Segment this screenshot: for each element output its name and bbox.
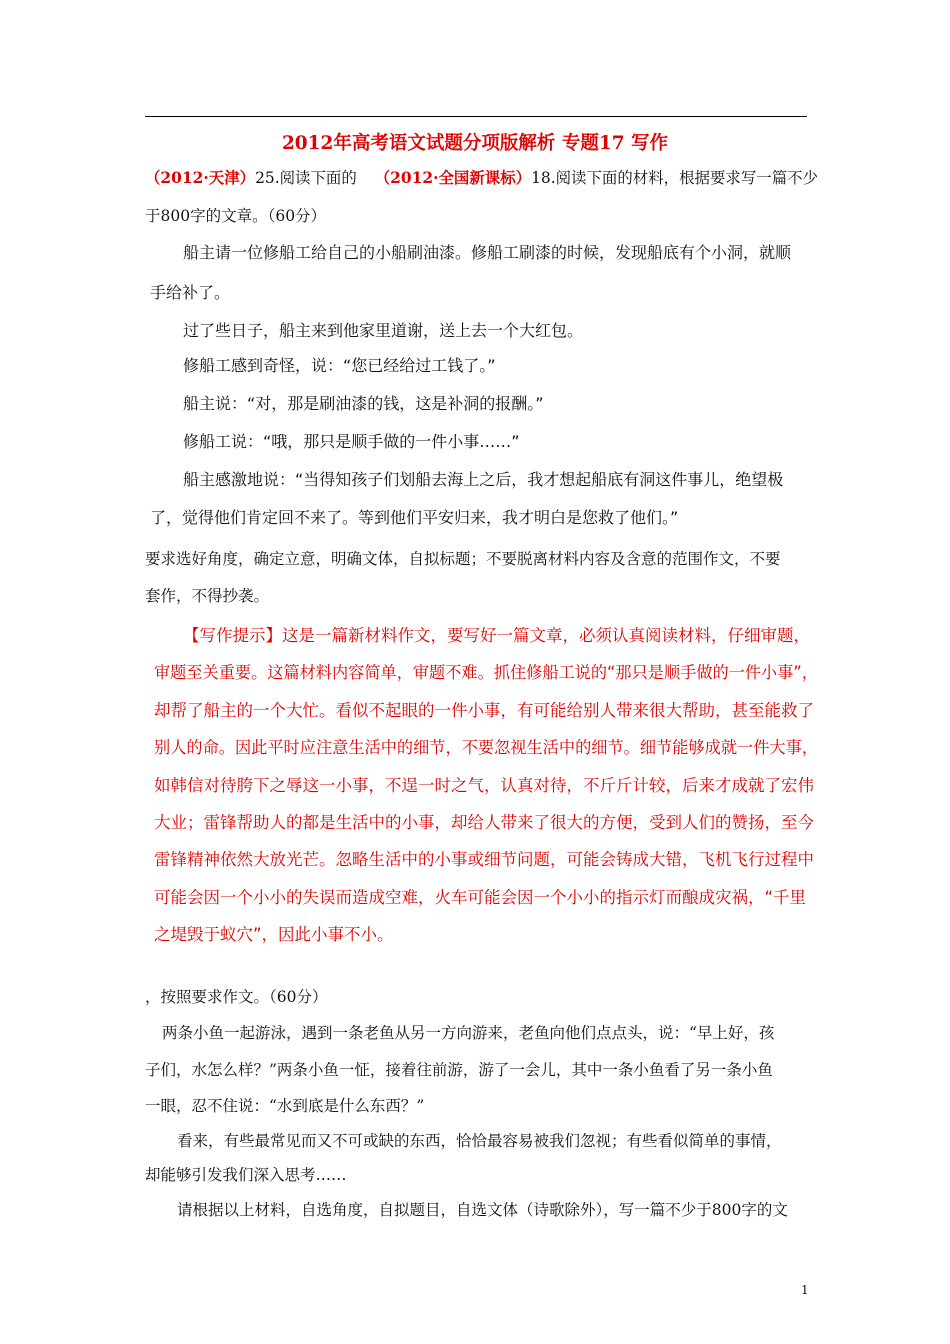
page-title: 2012年高考语文试题分项版解析 专题17 写作 — [281, 133, 669, 154]
page-number: 1 — [801, 1283, 809, 1297]
material1-line: 了，觉得他们肯定回不来了。等到他们平安归来，我才明白是您救了他们。” — [150, 508, 679, 527]
writing-hint-line: 【写作提示】这是一篇新材料作文，要写好一篇文章，必须认真阅读材料，仔细审题， — [183, 626, 810, 645]
question2-material-line: 两条小鱼一起游泳，遇到一条老鱼从另一方向游来，老鱼向他们点点头，说：“早上好，孩 — [162, 1024, 775, 1042]
writing-hint-line: 却帮了船主的一个大忙。看似不起眼的一件小事，有可能给别人带来很大帮助，甚至能救了 — [154, 701, 814, 720]
writing-hint-line: 雷锋精神依然大放光芒。忽略生活中的小事或细节问题，可能会铸成大错，飞机飞行过程中 — [154, 850, 814, 869]
material1-line: 手给补了。 — [150, 283, 231, 302]
question1-line2: 于800字的文章。（60分） — [145, 207, 327, 225]
question1-line1 — [145, 166, 818, 188]
question1-source-tag-national: （2012·全国新课标） — [374, 168, 532, 187]
material1-line: 船主请一位修船工给自己的小船刷油漆。修船工刷漆的时候，发现船底有个小洞，就顺 — [183, 243, 792, 262]
question1-source-tag-tianjin: （2012·天津） — [145, 168, 256, 187]
writing-hint-line: 别人的命。因此平时应注意生活中的细节，不要忽视生活中的细节。细节能够成就一件大事， — [154, 738, 818, 757]
material1-line: 修船工说：“哦，那只是顺手做的一件小事……” — [183, 432, 520, 451]
header-rule — [145, 116, 807, 117]
question1-text-part2: 18.阅读下面的材料，根据要求写一篇不少 — [531, 169, 818, 187]
requirements-line: 套作，不得抄袭。 — [145, 587, 270, 605]
question2-material-line: 看来，有些最常见而又不可或缺的东西，恰恰最容易被我们忽视；有些看似简单的事情， — [177, 1132, 782, 1150]
question2-material-line: 请根据以上材料，自选角度，自拟题目，自选文体（诗歌除外），写一篇不少于800字的文 — [177, 1201, 788, 1219]
material1-line: 修船工感到奇怪，说：“您已经给过工钱了。” — [183, 356, 496, 375]
writing-hint-line: 可能会因一个小小的失误而造成空难，火车可能会因一个小小的指示灯而酿成灾祸，“千里 — [154, 888, 807, 907]
material1-line: 船主感激地说：“当得知孩子们划船去海上之后，我才想起船底有洞这件事儿，绝望极 — [183, 470, 784, 489]
question2-material-line: 子们，水怎么样？”两条小鱼一怔，接着往前游，游了一会儿，其中一条小鱼看了另一条小鱼 — [145, 1061, 773, 1079]
question2-intro: ，按照要求作文。（60分） — [145, 988, 328, 1006]
writing-hint-line: 大业；雷锋帮助人的都是生活中的小事，却给人带来了很大的方便，受到人们的赞扬，至今 — [154, 813, 814, 832]
material1-line: 船主说：“对，那是刷油漆的钱，这是补洞的报酬。” — [183, 394, 544, 413]
writing-hint-line: 如韩信对待胯下之辱这一小事，不逞一时之气，认真对待，不斤斤计较，后来才成就了宏伟 — [154, 776, 814, 795]
material1-line: 过了些日子，船主来到他家里道谢，送上去一个大红包。 — [183, 321, 584, 340]
writing-hint-line: 审题至关重要。这篇材料内容简单，审题不难。抓住修船工说的“那只是顺手做的一件小事”， — [154, 663, 818, 682]
question1-text-part1: 25.阅读下面的 — [255, 169, 357, 187]
requirements-line: 要求选好角度，确定立意，明确文体，自拟标题；不要脱离材料内容及含意的范围作文，不要 — [145, 550, 781, 568]
question2-material-line: 却能够引发我们深入思考…… — [145, 1166, 347, 1184]
writing-hint-line: 之堤毁于蚁穴”，因此小事不小。 — [154, 925, 394, 944]
question2-material-line: 一眼，忍不住说：“水到底是什么东西？” — [145, 1097, 425, 1115]
